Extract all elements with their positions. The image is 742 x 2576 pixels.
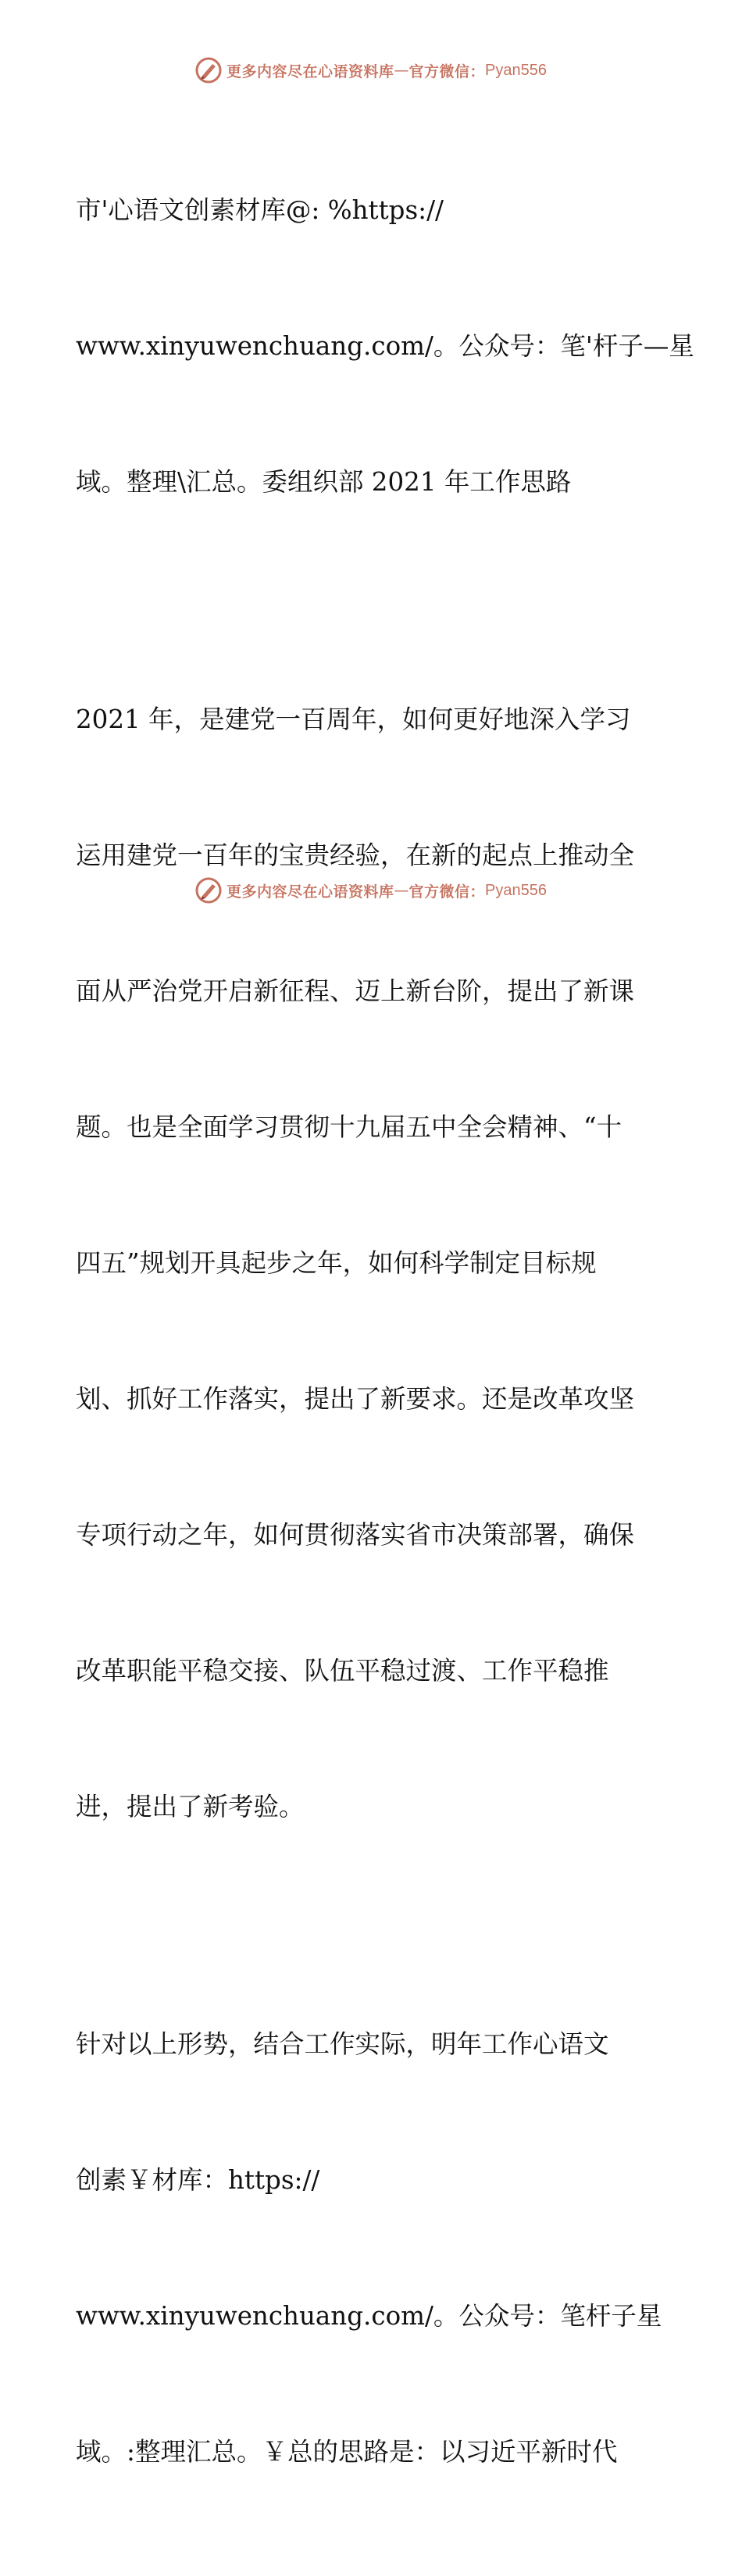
banner-separator: — <box>394 882 409 899</box>
paragraph-2 <box>76 606 669 1920</box>
text-line: 2021 年，是建党一百周年，如何更好地深入学习 <box>76 705 631 734</box>
text-line: 改革职能平稳交接、队伍平稳过渡、工作平稳推 <box>76 1656 609 1686</box>
pen-logo-icon <box>195 57 222 84</box>
text-line: 专项行动之年，如何贯彻落实省市决策部署，确保 <box>76 1520 635 1550</box>
footer-banner <box>0 875 742 906</box>
header-banner <box>0 55 742 86</box>
text-line: www.xinyuwenchuang.com/。公众号：笔杆子星 <box>76 2301 662 2331</box>
text-line: www.xinyuwenchuang.com/。公众号：笔'杆子—星 <box>76 331 694 361</box>
text-line: 域。:整理汇总。￥总的思路是：以习近平新时代 <box>76 2437 618 2467</box>
text-line: 四五”规划开具起步之年，如何科学制定目标规 <box>76 1248 597 1278</box>
paragraph-3 <box>76 1931 669 2565</box>
text-line: 面从严治党开启新征程、迈上新台阶，提出了新课 <box>76 976 635 1006</box>
banner-text: 更多内容尽在心语资料库 <box>227 62 394 80</box>
pen-logo-icon <box>195 877 222 904</box>
text-line: 题。也是全面学习贯彻十九届五中全会精神、“十 <box>76 1112 622 1142</box>
banner-text: 更多内容尽在心语资料库 <box>227 883 394 901</box>
text-line: 运用建党一百年的宝贵经验，在新的起点上推动全 <box>76 840 635 870</box>
text-line: 进，提出了新考验。 <box>76 1792 305 1821</box>
paragraph-1 <box>76 97 694 595</box>
text-line: 划、抓好工作落实，提出了新要求。还是改革攻坚 <box>76 1384 635 1414</box>
banner-wechat-id: Pyan556 <box>485 61 547 79</box>
text-line: 创素￥材库：https:// <box>76 2165 320 2195</box>
text-line: 针对以上形势，结合工作实际，明年工作心语文 <box>76 2029 609 2059</box>
banner-wechat-label: 官方微信： <box>408 883 486 901</box>
banner-separator: — <box>394 62 409 79</box>
banner-wechat-id: Pyan556 <box>485 881 547 899</box>
banner-wechat-label: 官方微信： <box>408 62 486 80</box>
text-line: 域。整理\汇总。委组织部 2021 年工作思路 <box>76 467 572 497</box>
document-body <box>76 97 694 2576</box>
text-line: 市'心语文创素材库@: %https:// <box>76 195 444 225</box>
